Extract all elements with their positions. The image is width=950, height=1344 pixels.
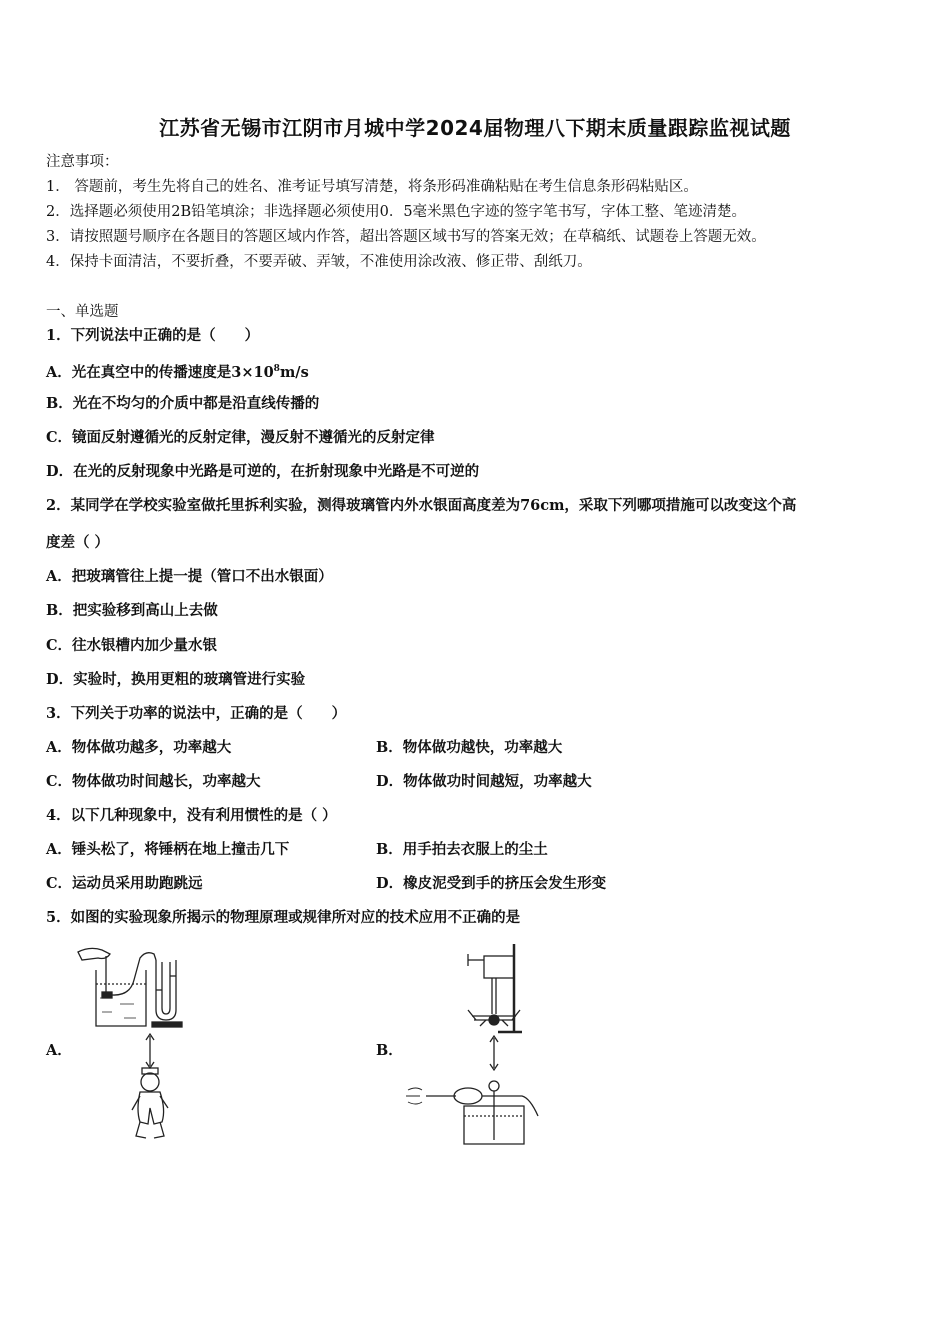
q2-option-b: B．把实验移到高山上去做: [46, 602, 218, 619]
spray-bottle-icon: [406, 1081, 538, 1144]
q4-option-c: C．运动员采用助跑跳远: [46, 875, 203, 892]
q2-stem-line1: 2．某同学在学校实验室做托里拆利实验，测得玻璃管内外水银面高度差为76cm，采取下列哪项措施可以改变这个高: [46, 497, 797, 514]
page-title: 江苏省无锡市江阴市月城中学2024届物理八下期末质量跟踪监视试题: [159, 116, 791, 140]
hand-icon: [78, 948, 110, 960]
notice-heading: 注意事项：: [46, 154, 119, 170]
q1-option-a-exponent: 8: [273, 364, 280, 374]
section-heading: 一、单选题: [46, 304, 119, 320]
sprinkler-icon: [468, 1010, 520, 1026]
notice-item-4: 4．保持卡面清洁，不要折叠，不要弄破、弄皱，不准使用涂改液、修正带、刮纸刀。: [46, 254, 592, 270]
q5-figure-b: [402, 940, 552, 1150]
notice-item-1: 1． 答题前，考生先将自己的姓名、准考证号填写清楚，将条形码准确粘贴在考生信息条形码粘贴区。: [46, 179, 698, 195]
q3-stem: 3．下列关于功率的说法中，正确的是（ ）: [46, 705, 347, 722]
q5-stem: 5．如图的实验现象所揭示的物理原理或规律所对应的技术应用不正确的是: [46, 909, 521, 926]
q3-option-d: D．物体做功时间越短，功率越大: [376, 773, 592, 790]
notice-item-3: 3．请按照题号顺序在各题目的答题区域内作答，超出答题区域书写的答案无效；在草稿纸、试题卷上答题无效。: [46, 229, 766, 245]
q2-option-d: D．实验时，换用更粗的玻璃管进行实验: [46, 671, 306, 688]
q1-option-b: B．光在不均匀的介质中都是沿直线传播的: [46, 395, 320, 412]
q1-option-a-text: A．光在真空中的传播速度是3×10: [46, 363, 274, 381]
q2-option-a: A．把玻璃管往上提一提（管口不出水银面）: [46, 568, 333, 585]
q4-stem: 4．以下几种现象中，没有利用惯性的是（ ）: [46, 807, 337, 824]
q4-option-a: A．锤头松了，将锤柄在地上撞击几下: [46, 841, 290, 858]
q1-option-d: D．在光的反射现象中光路是可逆的，在折射现象中光路是不可逆的: [46, 463, 480, 480]
q1-option-a: [46, 359, 309, 383]
diver-icon: [132, 1068, 168, 1138]
q3-option-c: C．物体做功时间越长，功率越大: [46, 773, 261, 790]
q3-option-a: A．物体做功越多，功率越大: [46, 739, 232, 756]
notice-item-2: 2．选择题必须使用2B铅笔填涂；非选择题必须使用0．5毫米黑色字迹的签字笔书写，字体工整、笔迹清楚。: [46, 204, 747, 220]
q5-option-a: A．: [46, 1042, 72, 1059]
q1-option-c: C．镜面反射遵循光的反射定律，漫反射不遵循光的反射定律: [46, 429, 435, 446]
q4-option-b: B．用手拍去衣服上的尘土: [376, 841, 548, 858]
q5-option-b: B．: [376, 1042, 403, 1059]
q5-figure-a: [70, 940, 220, 1150]
q1-option-a-unit: m/s: [279, 363, 309, 381]
q1-stem: 1．下列说法中正确的是（ ）: [46, 327, 260, 344]
q2-stem-line2: 度差（ ）: [46, 534, 110, 551]
q3-option-b: B．物体做功越快，功率越大: [376, 739, 563, 756]
q2-option-c: C．往水银槽内加少量水银: [46, 637, 218, 654]
q4-option-d: D．橡皮泥受到手的挤压会发生形变: [376, 875, 607, 892]
